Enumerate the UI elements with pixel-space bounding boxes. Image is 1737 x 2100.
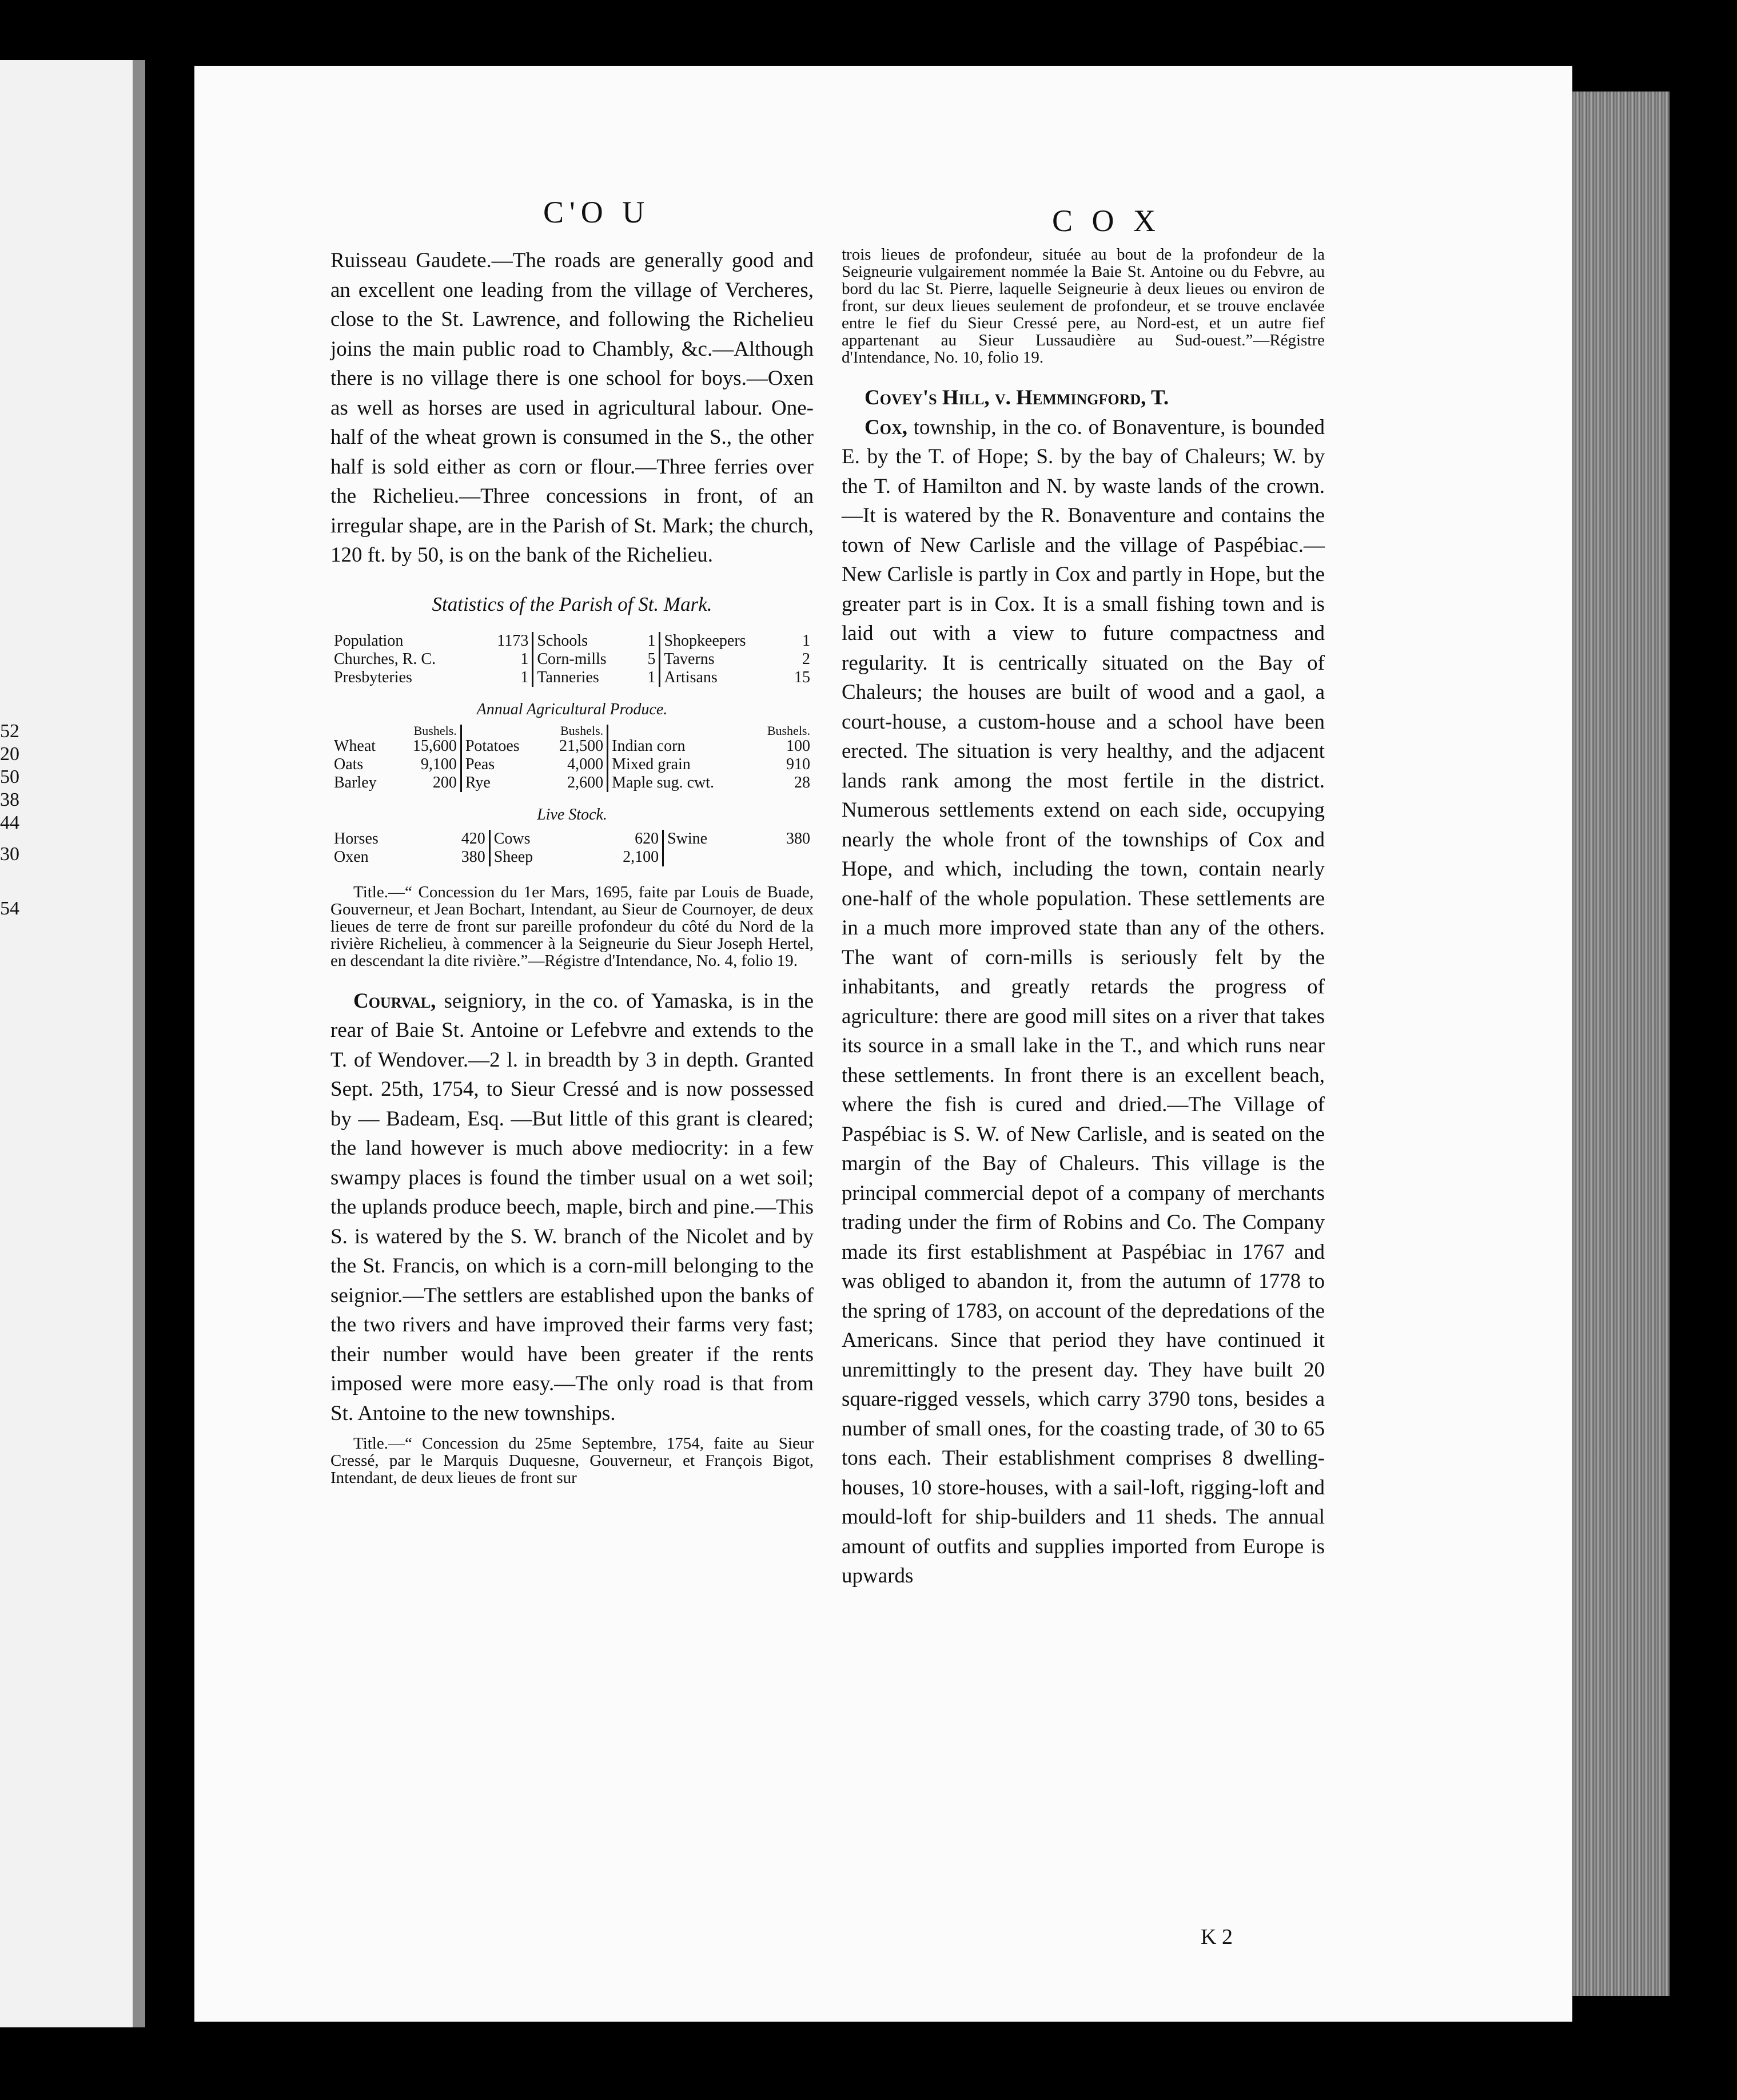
cross-reference: Covey's Hill, v. Hemmingford, T. <box>864 386 1169 409</box>
title-note: Title.—“ Concession du 1er Mars, 1695, faite par Louis de Buade, Gouverneur, et Jean Bochart, Intendant, au Sieur de Cournoyer, de deux lieues de terre de front sur pareille profondeur du côté du Nord de la rivière Richelieu, à commencer à la Seigneurie du Sieur Joseph Hertel, en descendant la dite rivière.”—Régistre d'Intendance, No. 4, folio 19. <box>330 882 814 970</box>
entry-headword: Cox, <box>864 415 907 439</box>
table-cell: 1173 <box>479 632 533 650</box>
table-cell: Population <box>334 631 404 650</box>
entry-headword: Courval, <box>353 989 436 1013</box>
right-column <box>842 246 1325 1591</box>
table-cell: Taverns <box>664 650 715 668</box>
entry-courval <box>330 987 814 1429</box>
livestock-table <box>330 830 814 866</box>
margin-number: 30 <box>0 844 19 865</box>
table-cell: 2,600 <box>541 774 608 792</box>
title-note: Title.—“ Concession du 25me Septembre, 1754, faite au Sieur Cressé, par le Marquis Duquesne, Gouverneur, et François Bigot, Intendant, de deux lieues de front sur <box>330 1434 814 1487</box>
table-cell: 100 <box>786 737 810 755</box>
table-cell: Horses <box>334 829 379 848</box>
table-cell: Indian corn <box>612 737 686 755</box>
table-cell: 9,100 <box>395 755 461 774</box>
table-cell <box>755 848 814 866</box>
table-cell: 4,000 <box>541 755 608 774</box>
table-cell: 15 <box>794 668 810 686</box>
table-cell: 420 <box>429 830 489 848</box>
table-cell: Mixed grain <box>612 755 691 773</box>
table-cell: Potatoes <box>465 737 520 755</box>
paragraph: Ruisseau Gaudete.—The roads are generally good and an excellent one leading from the village of Vercheres, close to the St. Lawrence, and following the Richelieu joins the main public road to Chambly, &c.—Although there is no village there is one school for boys.—Oxen as well as horses are used in agricultural labour. One-half of the wheat grown is consumed in the S., the other half is sold either as corn or flour.—Three ferries over the Richelieu.—Three concessions in front, of an irregular shape, are in the Parish of St. Mark; the church, 120 ft. by 50, is on the bank of the Richelieu. <box>330 249 814 567</box>
table-cell: 1 <box>802 631 810 650</box>
table-row <box>330 725 814 737</box>
table-row <box>330 669 814 687</box>
table-cell: Churches, R. C. <box>334 650 436 668</box>
margin-number: 54 <box>0 898 19 919</box>
table-cell: 5 <box>638 650 660 669</box>
table-row <box>330 848 814 866</box>
table-cell: Oxen <box>334 848 369 866</box>
running-head-right: C O X <box>1052 204 1162 238</box>
table-cell: 28 <box>794 773 810 792</box>
table-cell: Cows <box>493 829 531 848</box>
table-cell: Swine <box>667 829 708 848</box>
entry-text: township, in the co. of Bonaventure, is bounded E. by the T. of Hope; S. by the bay of Chaleurs; W. by the T. of Hamilton and N. by waste lands of the crown.—It is watered by the R. Bonaventure and contains the town of New Carlisle and the village of Paspébiac.—New Carlisle is partly in Cox and partly in Hope, but the greater part is in Cox. It is a small fishing town and is laid out with a view to future compactness and regularity. It is centrically situated on the Bay of Chaleurs; the houses are built of wood and a gaol, a court-house, a custom-house and a school have been erected. The situation is very healthy, and the adjacent lands rank among the most fertile in the district. Numerous settlements extend on each side, occupying nearly the whole front of the townships of Cox and Hope, and which, including the town, contain nearly one-half of the whole population. These settlements are in a much more improved state than any of the others. The want of corn-mills is seriously felt by the inhabitants, and greatly retards the progress of agriculture: there are good mill sites on a river that takes its source in a small lake in the T., and which runs near these settlements. In front there is an excellent beach, where the fish is cured and dried.—The Village of Paspébiac is S. W. of New Carlisle, and is seated on the margin of the Bay of Chaleurs. This village is the principal commercial depot of a company of merchants trading under the firm of Robins and Co. The Company made its first establishment at Paspébiac in 1767 and was obliged to abandon it, from the autumn of 1778 to the spring of 1783, on account of the depredations of the Americans. Since that period they have continued it unremittingly to the present day. They have built 20 square-rigged vessels, which carry 3790 tons, besides a number of small ones, for the coasting trade, of 30 to 65 tons each. Their establishment comprises 8 dwelling-houses, 10 store-houses, with a sail-loft, rigging-loft and mould-loft for ship-builders and 11 sheds. The annual amount of outfits and supplies imported from Europe is upwards <box>842 415 1325 1588</box>
table-cell: 15,600 <box>395 737 461 755</box>
margin-number: 50 <box>0 766 19 788</box>
table-cell <box>663 848 755 866</box>
margin-number: 44 <box>0 812 19 833</box>
margin-number: 20 <box>0 743 19 765</box>
entry-cox <box>842 413 1325 1591</box>
unit-label: Bushels. <box>395 725 461 737</box>
table-cell: Shopkeepers <box>664 631 746 650</box>
title-note-continued: trois lieues de profondeur, située au bout de la profondeur de la Seigneurie vulgairement nommée la Baie St. Antoine ou du Febvre, au bord du lac St. Pierre, laquelle Seigneurie à deux lieues ou environ de front, sur deux lieues seulement de profondeur, et se trouve enclavée entre le fief du Sieur Cressé pere, au Nord-est, et un autre fief appartenant au Sieur Lussaudière au Sud-ouest.”—Régistre d'Intendance, No. 10, folio 19. <box>842 245 1325 367</box>
produce-title: Annual Agricultural Produce. <box>476 700 668 718</box>
page-signature: K 2 <box>1201 1925 1233 1949</box>
table-cell: Barley <box>334 773 377 792</box>
table-cell: Corn-mills <box>537 650 607 668</box>
table-cell: Sheep <box>493 848 533 866</box>
table-row <box>330 755 814 774</box>
table-cell: 380 <box>429 848 489 866</box>
page-edges <box>1572 92 1670 1996</box>
table-cell: 21,500 <box>541 737 608 755</box>
entry-text: seigniory, in the co. of Yamaska, is in the rear of Baie St. Antoine or Lefebvre and extends to the T. of Wendover.—2 l. in breadth by 3 in depth. Granted Sept. 25th, 1754, to Sieur Cressé and is now possessed by — Badeam, Esq. —But little of this grant is cleared; the land however is much above mediocrity: in a few swampy places is found the timber usual on a wet soil; the uplands produce beech, maple, birch and pine.—This S. is watered by the S. W. branch of the Nicolet and by the St. Francis, on which is a corn-mill belonging to the seignior.—The settlers are established upon the banks of the two rivers and have improved their farms very fast; their number would have been greater if the rents imposed were more easy.—The only road is that from St. Antoine to the new townships. <box>330 989 814 1425</box>
table-cell: 1 <box>479 669 533 687</box>
table-cell: Tanneries <box>537 668 599 686</box>
table-cell: Maple sug. cwt. <box>612 773 715 792</box>
table-cell: Presbyteries <box>334 668 412 686</box>
table-row <box>330 632 814 650</box>
table-cell: Schools <box>537 631 588 650</box>
table-cell: 380 <box>786 829 810 848</box>
table-cell: 1 <box>638 669 660 687</box>
table-cell: Wheat <box>334 737 376 755</box>
table-cell: 2 <box>802 650 810 668</box>
table-row <box>330 737 814 755</box>
table-cell: 620 <box>579 830 663 848</box>
table-cell: Artisans <box>664 668 718 686</box>
unit-label: Bushels. <box>767 723 810 738</box>
table-cell: 2,100 <box>579 848 663 866</box>
table-cell: 200 <box>395 774 461 792</box>
running-head-left: C'O U <box>543 195 651 229</box>
table-cell: Oats <box>334 755 364 773</box>
unit-label: Bushels. <box>541 725 608 737</box>
produce-table <box>330 725 814 792</box>
left-column <box>330 246 814 1486</box>
table-row <box>330 650 814 669</box>
table-cell: 910 <box>786 755 810 773</box>
table-row <box>330 830 814 848</box>
table-row <box>330 774 814 792</box>
margin-number: 52 <box>0 721 19 742</box>
table-cell: Rye <box>465 773 491 792</box>
statistics-title: Statistics of the Parish of St. Mark. <box>432 592 712 615</box>
table-cell: 1 <box>479 650 533 669</box>
statistics-table <box>330 632 814 687</box>
previous-page <box>0 60 143 2027</box>
margin-number: 38 <box>0 789 19 810</box>
table-cell: 1 <box>638 632 660 650</box>
previous-page-gutter <box>133 60 145 2027</box>
table-cell: Peas <box>465 755 495 773</box>
livestock-title: Live Stock. <box>537 805 607 824</box>
